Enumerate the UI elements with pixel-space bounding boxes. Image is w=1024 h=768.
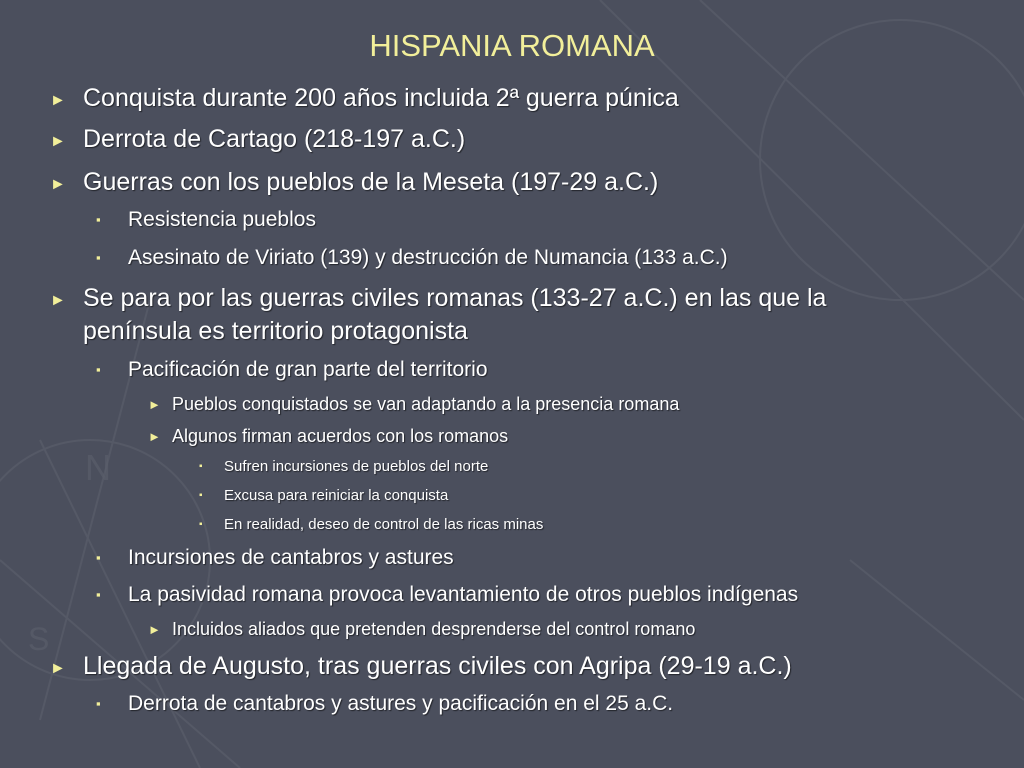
square-bullet-icon: ▪	[96, 587, 101, 602]
list-item-text: Se para por las guerras civiles romanas (133-27 a.C.) en las que la	[83, 284, 827, 312]
square-bullet-icon: ▪	[96, 362, 101, 377]
triangle-bullet-icon: ►	[148, 429, 161, 444]
triangle-bullet-icon: ►	[50, 176, 66, 193]
list-item-text: Algunos firman acuerdos con los romanos	[172, 426, 509, 446]
list-item-text: Excusa para reiniciar la conquista	[224, 487, 449, 504]
compass-n-letter: N	[85, 447, 111, 488]
square-bullet-icon: ▪	[199, 490, 203, 501]
square-bullet-icon: ▪	[96, 212, 101, 227]
triangle-bullet-icon: ►	[50, 660, 66, 677]
square-bullet-icon: ▪	[199, 519, 203, 530]
triangle-bullet-icon: ►	[148, 622, 161, 637]
triangle-bullet-icon: ►	[50, 92, 66, 109]
list-item-text: península es territorio protagonista	[83, 317, 468, 345]
list-item-text: Conquista durante 200 años incluida 2ª guerra púnica	[83, 84, 679, 112]
list-item-text: Llegada de Augusto, tras guerras civiles con Agripa (29-19 a.C.)	[83, 652, 792, 680]
list-item-text: Derrota de Cartago (218-197 a.C.)	[83, 125, 466, 153]
square-bullet-icon: ▪	[199, 461, 203, 472]
list-item-text: Resistencia pueblos	[128, 208, 316, 231]
slide-title: HISPANIA ROMANA	[369, 28, 655, 63]
square-bullet-icon: ▪	[96, 550, 101, 565]
list-item-text: Pacificación de gran parte del territorio	[128, 358, 488, 381]
list-item-text: Asesinato de Viriato (139) y destrucción de Numancia (133 a.C.)	[128, 246, 728, 269]
list-item-text: Derrota de cantabros y astures y pacificación en el 25 a.C.	[128, 692, 674, 715]
list-item-text: La pasividad romana provoca levantamiento de otros pueblos indígenas	[128, 583, 799, 606]
square-bullet-icon: ▪	[96, 250, 101, 265]
square-bullet-icon: ▪	[96, 696, 101, 711]
list-item-text: Guerras con los pueblos de la Meseta (197-29 a.C.)	[83, 168, 659, 196]
triangle-bullet-icon: ►	[148, 397, 161, 412]
list-item-text: Pueblos conquistados se van adaptando a la presencia romana	[172, 394, 680, 414]
compass-s-letter: S	[28, 621, 50, 657]
list-item-text: Sufren incursiones de pueblos del norte	[224, 458, 489, 475]
triangle-bullet-icon: ►	[50, 133, 66, 150]
list-item-text: En realidad, deseo de control de las ricas minas	[224, 516, 544, 533]
list-item-text: Incursiones de cantabros y astures	[128, 546, 454, 569]
triangle-bullet-icon: ►	[50, 292, 66, 309]
list-item-text: Incluidos aliados que pretenden desprenderse del control romano	[172, 619, 696, 639]
